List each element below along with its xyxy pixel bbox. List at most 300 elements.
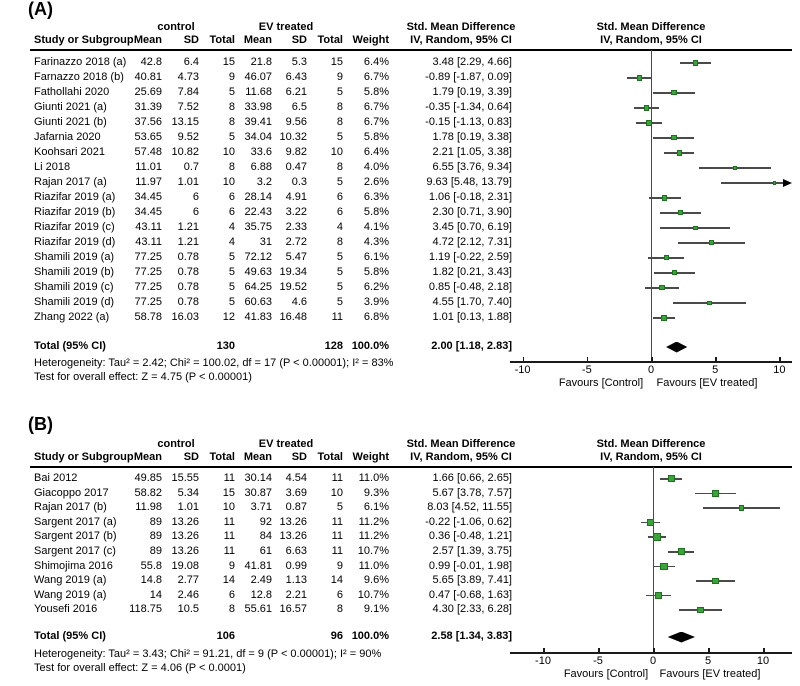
control-mean: 77.25 (134, 296, 162, 308)
smd-marker (739, 505, 744, 510)
axis-tick (543, 648, 545, 653)
ev-mean: 21.8 (250, 56, 272, 68)
ev-sd: 4.91 (285, 191, 307, 203)
axis-tick-label: -5 (581, 364, 592, 376)
smd-marker (712, 578, 719, 585)
smd-marker (668, 475, 675, 482)
study-smd-ci: -0.35 [-1.34, 0.64] (425, 101, 512, 113)
study-smd-ci: -0.15 [-1.13, 0.83] (425, 116, 512, 128)
study-smd-ci: 1.79 [0.19, 3.39] (432, 86, 512, 98)
control-total: 11 (223, 515, 235, 528)
smd-marker (709, 240, 714, 245)
pooled-diamond (668, 632, 695, 643)
ev-sd: 5.47 (285, 251, 307, 263)
ev-total: 14 (330, 574, 343, 587)
ev-total: 4 (336, 221, 343, 233)
control-mean: 89 (149, 545, 162, 557)
control-mean: 57.48 (134, 146, 162, 158)
ev-total: 10 (330, 486, 343, 499)
ev-mean: 28.14 (244, 191, 272, 203)
axis-tick (763, 648, 765, 653)
ev-mean: 41.83 (244, 311, 272, 323)
study-name: Sargent 2017 (c) (34, 545, 116, 557)
control-sd: 2.77 (177, 574, 199, 587)
study-smd-ci: 1.19 [-0.22, 2.59] (428, 251, 512, 263)
ev-sd: 2.72 (285, 236, 307, 248)
header-t-sd: SD (291, 451, 307, 463)
study-smd-ci: 8.03 [4.52, 11.55] (427, 501, 512, 514)
study-name: Shamili 2019 (d) (34, 296, 115, 308)
study-name: Zhang 2022 (a) (34, 311, 110, 323)
control-total: 5 (228, 296, 235, 308)
ev-mean: 60.63 (244, 296, 272, 308)
control-total: 6 (228, 191, 235, 203)
study-smd-ci: 2.21 [1.05, 3.38] (432, 146, 512, 158)
ev-sd: 0.47 (285, 161, 307, 173)
header-smd-title: Std. Mean Difference (406, 21, 516, 33)
ev-mean: 84 (259, 530, 272, 543)
axis-tick (715, 357, 717, 362)
smd-marker (671, 135, 676, 140)
study-weight: 5.8% (363, 206, 389, 218)
smd-marker (733, 166, 737, 170)
study-weight: 10.7% (357, 588, 389, 601)
smd-marker (659, 285, 664, 290)
study-name: Sargent 2017 (a) (34, 515, 117, 528)
study-smd-ci: 4.30 [2.33, 6.28] (432, 603, 512, 616)
study-name: Bai 2012 (34, 472, 78, 484)
smd-marker (646, 120, 652, 126)
ci-arrow-right-icon (783, 179, 792, 187)
ev-sd: 9.82 (285, 146, 307, 158)
total-weight: 100.0% (351, 340, 389, 352)
header-plot-title: Std. Mean Difference (596, 21, 706, 33)
smd-marker (664, 255, 669, 260)
ev-mean: 34.04 (244, 131, 272, 143)
study-smd-ci: 3.48 [2.29, 4.66] (432, 56, 512, 68)
study-name: Giunti 2021 (b) (34, 116, 107, 128)
study-smd-ci: 5.67 [3.78, 7.57] (432, 486, 512, 499)
smd-marker (671, 90, 676, 95)
ev-total: 5 (336, 176, 343, 188)
control-mean: 89 (149, 515, 162, 528)
control-total: 10 (222, 501, 235, 514)
control-sd: 13.15 (171, 116, 199, 128)
control-mean: 77.25 (134, 281, 162, 293)
control-sd: 2.46 (177, 588, 199, 601)
ev-total: 11 (331, 545, 343, 557)
control-total: 5 (228, 131, 235, 143)
header-control-group: control (157, 21, 195, 33)
ev-sd: 9.56 (285, 116, 307, 128)
axis-tick-label: 10 (773, 364, 786, 376)
study-weight: 3.9% (363, 296, 389, 308)
ev-mean: 64.25 (244, 281, 272, 293)
control-sd: 10.5 (177, 603, 199, 616)
study-smd-ci: 4.72 [2.12, 7.31] (432, 236, 512, 248)
ev-total: 8 (336, 603, 343, 616)
study-name: Farnazzo 2018 (b) (34, 71, 124, 83)
header-c-total: Total (209, 34, 235, 46)
study-weight: 2.6% (363, 176, 389, 188)
control-mean: 14.8 (140, 574, 162, 587)
control-sd: 9.52 (177, 131, 199, 143)
study-weight: 4.3% (363, 236, 389, 248)
ev-total: 6 (336, 588, 343, 601)
ev-mean: 39.41 (244, 116, 272, 128)
ev-total: 5 (336, 251, 343, 263)
control-total: 15 (222, 486, 235, 499)
ev-sd: 16.48 (279, 311, 307, 323)
ev-mean: 12.8 (250, 588, 272, 601)
header-t-mean: Mean (243, 34, 272, 46)
panel-label: (B) (28, 414, 53, 434)
favours-left-label: Favours [Control] (563, 668, 649, 680)
total-t-total: 96 (330, 630, 343, 642)
axis-tick (653, 648, 655, 653)
axis-line (510, 652, 792, 654)
total-t-total: 128 (324, 340, 343, 352)
control-total: 14 (222, 574, 235, 587)
ev-total: 5 (336, 501, 343, 514)
smd-marker (644, 105, 650, 111)
ev-mean: 35.75 (244, 221, 272, 233)
control-total: 6 (228, 206, 235, 218)
ev-total: 9 (336, 71, 343, 83)
total-smd-ci: 2.00 [1.18, 2.83] (431, 340, 512, 352)
study-smd-ci: 5.65 [3.89, 7.41] (432, 574, 512, 587)
ev-mean: 11.68 (245, 86, 272, 98)
ev-sd: 16.57 (279, 603, 307, 616)
study-name: Jafarnia 2020 (34, 131, 101, 143)
ev-total: 8 (336, 161, 343, 173)
total-c-total: 130 (216, 340, 235, 352)
overall-effect-text: Test for overall effect: Z = 4.06 (P < 0.0001) (34, 662, 246, 674)
heterogeneity-text: Heterogeneity: Tau² = 3.43; Chi² = 91.21, df = 9 (P < 0.00001); I² = 90% (34, 648, 382, 660)
control-total: 8 (228, 603, 235, 616)
control-mean: 11.01 (135, 161, 162, 173)
header-study: Study or Subgroup (34, 451, 134, 463)
control-total: 4 (228, 221, 235, 233)
control-mean: 53.65 (134, 131, 162, 143)
control-sd: 0.7 (183, 161, 199, 173)
control-mean: 34.45 (134, 191, 162, 203)
study-name: Riazifar 2019 (b) (34, 206, 116, 218)
ev-mean: 3.2 (256, 176, 272, 188)
study-name: Riazifar 2019 (c) (34, 221, 115, 233)
study-weight: 6.3% (363, 191, 389, 203)
control-total: 15 (222, 56, 235, 68)
study-smd-ci: -0.22 [-1.06, 0.62] (425, 515, 512, 528)
ev-mean: 30.14 (244, 472, 272, 484)
control-total: 11 (223, 530, 235, 543)
study-weight: 6.4% (363, 146, 389, 158)
study-smd-ci: 0.99 [-0.01, 1.98] (428, 559, 512, 572)
study-name: Riazifar 2019 (d) (34, 236, 116, 248)
control-total: 12 (222, 311, 235, 323)
study-weight: 6.2% (363, 281, 389, 293)
ev-sd: 6.43 (285, 71, 307, 83)
control-sd: 1.21 (177, 221, 199, 233)
control-sd: 13.26 (171, 530, 199, 543)
control-total: 9 (228, 71, 235, 83)
smd-marker (662, 195, 668, 201)
header-c-sd: SD (183, 451, 199, 463)
total-smd-ci: 2.58 [1.34, 3.83] (431, 630, 512, 642)
ev-mean: 41.81 (244, 559, 272, 572)
study-weight: 6.7% (363, 116, 389, 128)
control-sd: 16.03 (171, 311, 199, 323)
control-total: 11 (223, 545, 235, 557)
header-c-mean: Mean (133, 34, 162, 46)
control-mean: 34.45 (134, 206, 162, 218)
control-mean: 11.98 (135, 501, 162, 514)
control-mean: 89 (149, 530, 162, 543)
heterogeneity-text: Heterogeneity: Tau² = 2.42; Chi² = 100.02, df = 17 (P < 0.00001); I² = 83% (34, 357, 394, 369)
ev-mean: 33.98 (244, 101, 272, 113)
smd-marker (660, 563, 667, 570)
zero-line (651, 50, 652, 361)
study-name: Fathollahi 2020 (34, 86, 110, 98)
control-total: 11 (223, 472, 235, 484)
ev-total: 15 (330, 56, 343, 68)
zero-line (653, 467, 654, 652)
control-total: 5 (228, 251, 235, 263)
header-t-total: Total (317, 451, 343, 463)
ev-mean: 46.07 (244, 71, 272, 83)
control-mean: 55.8 (140, 559, 162, 572)
control-mean: 31.39 (134, 101, 162, 113)
study-smd-ci: 1.78 [0.19, 3.38] (432, 131, 512, 143)
smd-marker (677, 150, 683, 156)
ev-total: 11 (331, 530, 343, 543)
control-mean: 25.69 (134, 86, 162, 98)
control-mean: 118.75 (129, 603, 162, 616)
study-smd-ci: 1.66 [0.66, 2.65] (432, 472, 512, 484)
control-total: 10 (222, 176, 235, 188)
control-total: 8 (228, 116, 235, 128)
study-weight: 5.8% (363, 86, 389, 98)
control-total: 8 (228, 161, 235, 173)
control-total: 5 (228, 86, 235, 98)
study-name: Wang 2019 (a) (34, 574, 107, 587)
study-smd-ci: 1.01 [0.13, 1.88] (432, 311, 512, 323)
ev-sd: 1.13 (285, 574, 307, 587)
study-weight: 4.1% (363, 221, 389, 233)
ev-total: 8 (336, 101, 343, 113)
smd-marker (712, 490, 719, 497)
total-label: Total (95% CI) (34, 340, 106, 352)
ev-sd: 4.6 (291, 296, 307, 308)
ev-mean: 72.12 (244, 251, 272, 263)
ev-mean: 49.63 (244, 266, 272, 278)
ev-total: 11 (331, 515, 343, 528)
pooled-diamond (666, 342, 687, 353)
total-c-total: 106 (216, 630, 235, 642)
study-name: Farinazzo 2018 (a) (34, 56, 127, 68)
control-sd: 0.78 (177, 251, 199, 263)
overall-effect-text: Test for overall effect: Z = 4.75 (P < 0.00001) (34, 371, 252, 383)
study-weight: 9.6% (363, 574, 389, 587)
axis-tick-label: 10 (756, 655, 770, 667)
smd-marker (693, 226, 697, 230)
ev-mean: 92 (259, 515, 272, 528)
control-mean: 77.25 (134, 251, 162, 263)
control-mean: 58.78 (134, 311, 162, 323)
smd-marker (697, 607, 704, 614)
control-total: 10 (222, 146, 235, 158)
ev-sd: 10.32 (279, 131, 307, 143)
control-sd: 0.78 (177, 266, 199, 278)
control-total: 9 (228, 559, 235, 572)
ev-sd: 3.22 (285, 206, 307, 218)
study-name: Rajan 2017 (a) (34, 176, 107, 188)
header-treated-group: EV treated (258, 21, 314, 33)
control-sd: 5.34 (177, 486, 199, 499)
axis-tick (651, 357, 653, 362)
axis-tick-label: 0 (647, 364, 655, 376)
ev-sd: 5.3 (291, 56, 307, 68)
total-label: Total (95% CI) (34, 630, 106, 642)
study-smd-ci: 6.55 [3.76, 9.34] (432, 161, 512, 173)
smd-marker (693, 60, 699, 66)
control-sd: 10.82 (171, 146, 199, 158)
study-smd-ci: 1.82 [0.21, 3.43] (432, 266, 512, 278)
ev-total: 5 (336, 86, 343, 98)
header-treated-group: EV treated (258, 438, 314, 450)
study-name: Li 2018 (34, 161, 71, 173)
study-name: Giacoppo 2017 (34, 486, 109, 499)
study-name: Koohsari 2021 (34, 146, 105, 158)
header-plot-title: Std. Mean Difference (596, 438, 706, 450)
control-sd: 1.01 (177, 501, 199, 514)
ev-total: 6 (336, 206, 343, 218)
header-plot-sub: IV, Random, 95% CI (600, 34, 702, 46)
control-mean: 42.8 (140, 56, 162, 68)
study-name: Shamili 2019 (a) (34, 251, 115, 263)
control-mean: 43.11 (135, 236, 162, 248)
study-name: Shimojima 2016 (34, 559, 113, 572)
study-name: Sargent 2017 (b) (34, 530, 117, 543)
ev-mean: 22.43 (244, 206, 272, 218)
ev-sd: 0.87 (285, 501, 307, 514)
ev-mean: 33.6 (250, 146, 272, 158)
control-mean: 49.85 (134, 472, 162, 484)
smd-marker (637, 75, 643, 81)
control-mean: 43.11 (135, 221, 162, 233)
control-total: 5 (228, 281, 235, 293)
control-mean: 40.81 (134, 71, 162, 83)
header-study: Study or Subgroup (34, 34, 134, 46)
header-rule (30, 49, 792, 51)
study-weight: 10.7% (357, 545, 389, 557)
control-sd: 0.78 (177, 296, 199, 308)
ev-sd: 4.54 (285, 472, 307, 484)
smd-marker (661, 315, 667, 321)
study-weight: 11.2% (358, 515, 389, 528)
ev-sd: 13.26 (279, 515, 307, 528)
study-name: Shamili 2019 (c) (34, 281, 114, 293)
study-smd-ci: 2.57 [1.39, 3.75] (432, 545, 512, 557)
favours-right-label: Favours [EV treated] (659, 668, 761, 680)
study-smd-ci: 4.55 [1.70, 7.40] (432, 296, 512, 308)
study-name: Wang 2019 (a) (34, 588, 107, 601)
ev-total: 8 (336, 236, 343, 248)
smd-marker (678, 210, 683, 215)
study-name: Rajan 2017 (b) (34, 501, 107, 514)
study-name: Shamili 2019 (b) (34, 266, 115, 278)
control-sd: 13.26 (171, 515, 199, 528)
ev-mean: 31 (259, 236, 272, 248)
ev-sd: 6.21 (285, 86, 307, 98)
ev-sd: 19.34 (279, 266, 307, 278)
smd-marker (672, 270, 677, 275)
axis-tick (708, 648, 710, 653)
study-smd-ci: 3.45 [0.70, 6.19] (432, 221, 512, 233)
study-weight: 9.3% (363, 486, 389, 499)
axis-tick (598, 648, 600, 653)
study-weight: 6.7% (363, 101, 389, 113)
study-smd-ci: 0.36 [-0.48, 1.21] (428, 530, 512, 543)
header-c-mean: Mean (133, 451, 162, 463)
control-sd: 7.52 (177, 101, 199, 113)
header-weight: Weight (352, 451, 389, 463)
ev-total: 5 (336, 281, 343, 293)
control-mean: 14 (149, 588, 162, 601)
header-t-total: Total (317, 34, 343, 46)
ev-mean: 3.71 (250, 501, 272, 514)
study-weight: 4.0% (363, 161, 389, 173)
smd-marker (653, 533, 660, 540)
axis-tick-label: 0 (649, 655, 657, 667)
study-smd-ci: 0.85 [-0.48, 2.18] (428, 281, 512, 293)
header-t-sd: SD (291, 34, 307, 46)
smd-marker (655, 592, 662, 599)
ev-sd: 0.3 (291, 176, 307, 188)
study-smd-ci: -0.89 [-1.87, 0.09] (425, 71, 512, 83)
axis-tick-label: -10 (514, 364, 531, 376)
control-sd: 7.84 (177, 86, 199, 98)
ev-sd: 6.5 (291, 101, 307, 113)
control-sd: 4.73 (177, 71, 199, 83)
control-sd: 6.4 (183, 56, 199, 68)
control-sd: 1.21 (177, 236, 199, 248)
control-sd: 0.78 (177, 281, 199, 293)
smd-marker (707, 301, 711, 305)
control-mean: 58.82 (134, 486, 162, 499)
control-sd: 6 (192, 191, 199, 203)
study-weight: 6.1% (363, 251, 389, 263)
favours-right-label: Favours [EV treated] (656, 377, 758, 389)
header-c-sd: SD (183, 34, 199, 46)
study-weight: 5.8% (363, 266, 389, 278)
axis-tick-label: -10 (535, 655, 551, 667)
study-weight: 6.7% (363, 71, 389, 83)
control-mean: 37.56 (134, 116, 162, 128)
header-weight: Weight (352, 34, 389, 46)
smd-marker (647, 519, 654, 526)
axis-tick-label: -5 (593, 655, 603, 667)
total-weight: 100.0% (351, 630, 389, 642)
ev-mean: 30.87 (244, 486, 272, 499)
ev-mean: 6.88 (250, 161, 272, 173)
ev-sd: 6.63 (285, 545, 307, 557)
ev-mean: 55.61 (244, 603, 272, 616)
study-smd-ci: 1.06 [-0.18, 2.31] (428, 191, 512, 203)
ev-total: 5 (336, 131, 343, 143)
control-total: 5 (228, 266, 235, 278)
control-mean: 77.25 (134, 266, 162, 278)
